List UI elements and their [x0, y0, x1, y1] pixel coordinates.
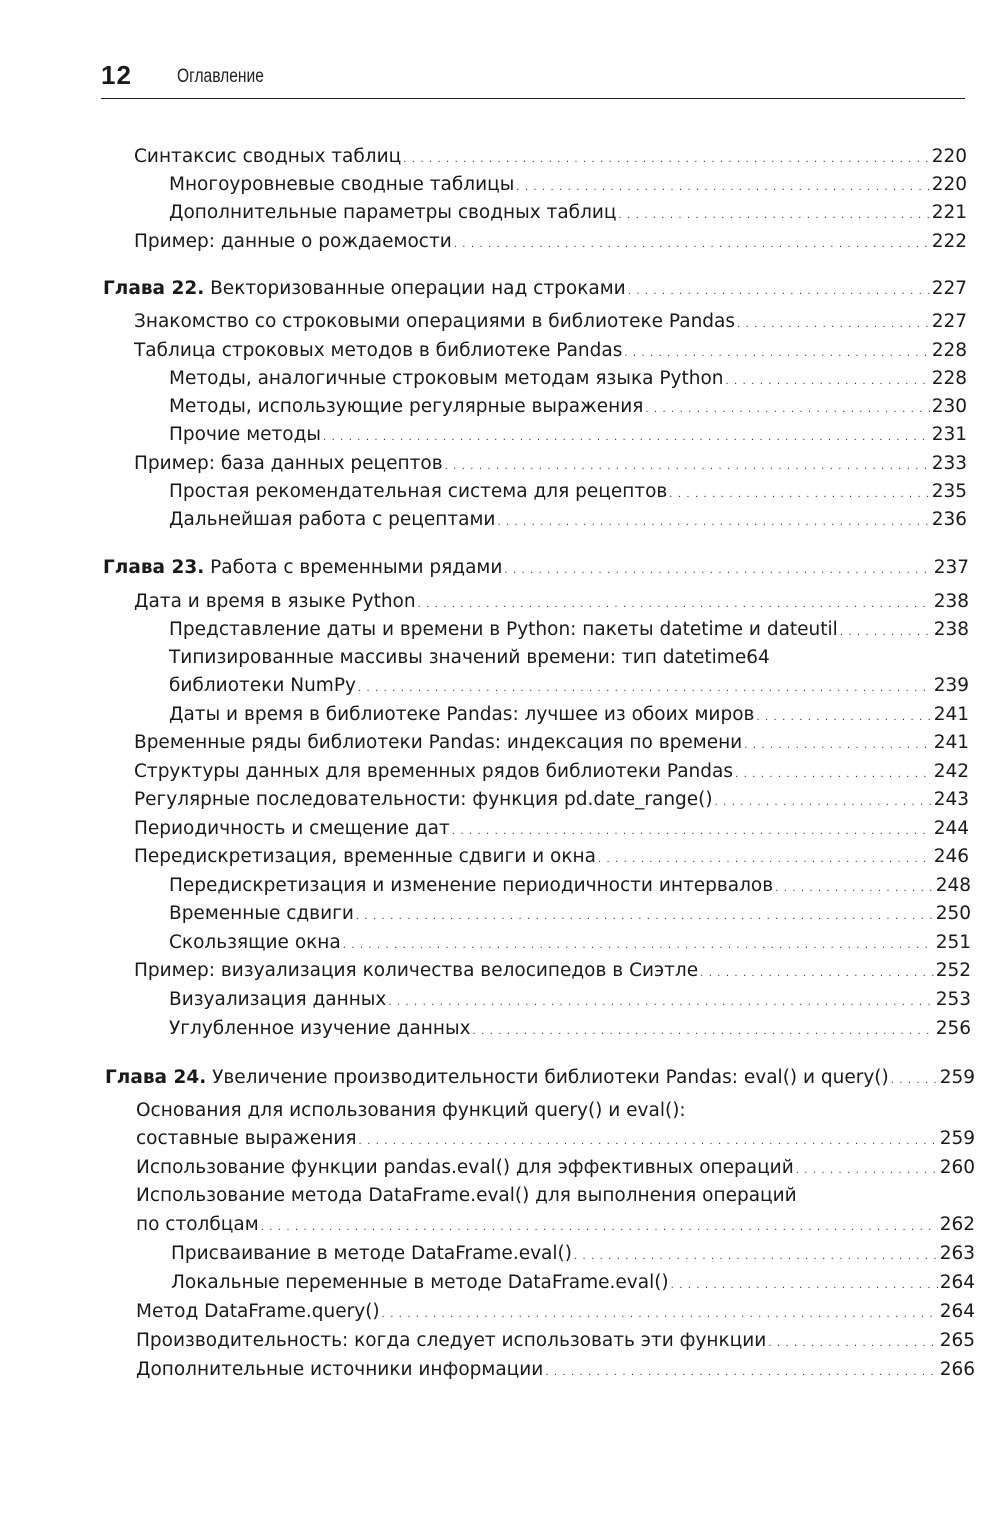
leader-dots: [744, 732, 931, 760]
leader-dots: [768, 1330, 937, 1358]
toc-entry[interactable]: [169, 872, 971, 903]
toc-entry-page: 237: [933, 557, 969, 578]
leader-dots: [645, 396, 929, 424]
toc-entry[interactable]: [136, 1298, 975, 1329]
leader-dots: [669, 481, 929, 509]
toc-entry-page: 246: [933, 846, 969, 867]
toc-entry-title-line1: Использование метода DataFrame.eval() для выполнения операций: [136, 1185, 797, 1206]
toc-entry-title: Периодичность и смещение дат: [134, 818, 450, 839]
toc-entry[interactable]: [134, 843, 969, 874]
toc-entry[interactable]: [169, 393, 967, 424]
leader-dots: [261, 1214, 938, 1242]
leader-dots: [891, 1067, 938, 1095]
toc-entry[interactable]: [136, 1125, 975, 1156]
leader-dots: [473, 1018, 934, 1046]
leader-dots: [445, 453, 930, 481]
chapter-label: Глава 23.: [103, 557, 205, 578]
toc-entry[interactable]: [169, 986, 971, 1017]
leader-dots: [418, 591, 932, 619]
leader-dots: [545, 1359, 937, 1387]
toc-chapter-22[interactable]: [103, 275, 967, 306]
toc-entry-page: 233: [931, 453, 967, 474]
toc-entry-page: 265: [939, 1330, 975, 1351]
toc-entry[interactable]: [169, 672, 969, 703]
toc-entry-title: Пример: данные о рождаемости: [134, 231, 452, 252]
toc-entry-page: 250: [935, 903, 971, 924]
toc-entry[interactable]: [134, 308, 967, 339]
toc-chapter-24[interactable]: [105, 1064, 975, 1095]
toc-entry-line1: [169, 644, 969, 672]
leader-dots: [574, 1243, 938, 1271]
toc-entry-title: Локальные переменные в методе DataFrame.eval(): [171, 1272, 669, 1293]
toc-entry-title: Методы, использующие регулярные выражения: [169, 396, 644, 417]
toc-entry-title: Визуализация данных: [169, 989, 387, 1010]
toc-entry[interactable]: [136, 1154, 975, 1185]
toc-entry[interactable]: [169, 929, 971, 960]
toc-entry-title: Знакомство со строковыми операциями в библиотеке Pandas: [134, 311, 736, 332]
leader-dots: [775, 875, 934, 903]
page-number: 12: [101, 60, 132, 90]
toc-entry-title: Даты и время в библиотеке Pandas: лучшее из обоих миров: [169, 704, 755, 725]
toc-entry[interactable]: [136, 1211, 975, 1242]
leader-dots: [452, 818, 932, 846]
toc-entry-page: 260: [939, 1157, 975, 1178]
toc-entry-page: 221: [931, 202, 967, 223]
toc-entry-title-line1: Основания для использования функций query() и eval():: [136, 1100, 686, 1121]
toc-entry-title: Временные ряды библиотеки Pandas: индексация по времени: [134, 732, 743, 753]
toc-entry[interactable]: [169, 365, 967, 396]
toc-entry-title: Увеличение производительности библиотеки Pandas: eval() и query(): [206, 1067, 889, 1088]
toc-entry-page: 238: [933, 591, 969, 612]
toc-entry[interactable]: [136, 1356, 975, 1387]
toc-entry-title: Многоуровневые сводные таблицы: [169, 174, 515, 195]
toc-entry-title: Простая рекомендательная система для рецептов: [169, 481, 668, 502]
toc-entry-page: 241: [933, 704, 969, 725]
toc-entry-page: 239: [933, 675, 969, 696]
leader-dots: [715, 789, 932, 817]
toc-entry-page: 266: [939, 1359, 975, 1380]
toc-entry-page: 256: [935, 1018, 971, 1039]
toc-entry[interactable]: [134, 729, 969, 760]
toc-entry-title: Присваивание в методе DataFrame.eval(): [171, 1243, 572, 1264]
toc-entry[interactable]: [169, 701, 969, 732]
running-head: Оглавление: [177, 66, 264, 87]
leader-dots: [403, 146, 929, 174]
toc-entry[interactable]: [134, 957, 971, 988]
leader-dots: [796, 1157, 938, 1185]
leader-dots: [454, 231, 930, 259]
toc-entry-title-line1: Типизированные массивы значений времени: тип datetime64: [169, 647, 770, 668]
leader-dots: [671, 1272, 938, 1300]
leader-dots: [358, 675, 932, 703]
toc-entry-page: 227: [931, 311, 967, 332]
toc-entry-title: составные выражения: [136, 1128, 357, 1149]
toc-entry-title: Производительность: когда следует использовать эти функции: [136, 1330, 767, 1351]
leader-dots: [356, 903, 934, 931]
toc-entry-title: Регулярные последовательности: функция pd.date_range(): [134, 789, 713, 810]
toc-entry[interactable]: [134, 450, 967, 481]
toc-entry-page: 248: [935, 875, 971, 896]
leader-dots: [700, 960, 934, 988]
leader-dots: [737, 311, 930, 339]
toc-entry[interactable]: [134, 815, 969, 846]
leader-dots: [382, 1301, 938, 1329]
toc-chapter-23[interactable]: [103, 554, 969, 585]
toc-entry-title: Углубленное изучение данных: [169, 1018, 471, 1039]
toc-entry-page: 243: [933, 789, 969, 810]
toc-entry[interactable]: [169, 900, 971, 931]
leader-dots: [598, 846, 932, 874]
toc-entry-line1: [136, 1097, 975, 1125]
toc-entry-title: Передискретизация и изменение периодичности интервалов: [169, 875, 774, 896]
toc-entry-page: 227: [931, 278, 967, 299]
toc-entry[interactable]: [134, 228, 967, 259]
toc-entry-title: Метод DataFrame.query(): [136, 1301, 380, 1322]
toc-entry-title: Работа с временными рядами: [204, 557, 503, 578]
toc-entry-page: 252: [935, 960, 971, 981]
toc-entry-page: 242: [933, 761, 969, 782]
toc-entry-title: Пример: визуализация количества велосипедов в Сиэтле: [134, 960, 699, 981]
toc-entry-page: 264: [939, 1272, 975, 1293]
toc-entry-title: Скользящие окна: [169, 932, 341, 953]
leader-dots: [359, 1128, 938, 1156]
toc-entry-page: 220: [931, 174, 967, 195]
toc-entry-page: 228: [931, 368, 967, 389]
leader-dots: [735, 761, 932, 789]
toc-entry[interactable]: [136, 1327, 975, 1358]
leader-dots: [628, 278, 930, 306]
toc-entry-page: 241: [933, 732, 969, 753]
toc-entry-title: Временные сдвиги: [169, 903, 354, 924]
toc-entry[interactable]: [171, 1269, 975, 1300]
toc-entry[interactable]: [134, 337, 967, 368]
toc-entry-title: Прочие методы: [169, 424, 322, 445]
toc-entry-page: 259: [939, 1128, 975, 1149]
toc-entry-page: 238: [933, 619, 969, 640]
toc-entry[interactable]: [169, 478, 967, 509]
toc-entry-line1: [136, 1182, 975, 1210]
toc-entry-title: Синтаксис сводных таблиц: [134, 146, 402, 167]
leader-dots: [619, 202, 930, 230]
toc-entry-title: Векторизованные операции над строками: [204, 278, 626, 299]
toc-entry-page: 230: [931, 396, 967, 417]
toc-entry-title: Пример: база данных рецептов: [134, 453, 443, 474]
toc-entry-title: Структуры данных для временных рядов библиотеки Pandas: [134, 761, 734, 782]
leader-dots: [516, 174, 929, 202]
toc-entry[interactable]: [134, 758, 969, 789]
toc-entry-title: Дата и время в языке Python: [134, 591, 416, 612]
toc-entry[interactable]: [169, 171, 967, 202]
toc-entry-page: 253: [935, 989, 971, 1010]
leader-dots: [504, 557, 931, 585]
toc-entry-title: Дополнительные параметры сводных таблиц: [169, 202, 617, 223]
leader-dots: [756, 704, 931, 732]
toc-entry[interactable]: [134, 786, 969, 817]
toc-entry[interactable]: [169, 421, 967, 452]
toc-entry-title: Использование функции pandas.eval() для эффективных операций: [136, 1157, 794, 1178]
toc-entry[interactable]: [134, 143, 967, 174]
toc-entry-page: 263: [939, 1243, 975, 1264]
chapter-label: Глава 24.: [105, 1067, 207, 1088]
toc-entry[interactable]: [134, 588, 969, 619]
toc-entry-page: 231: [931, 424, 967, 445]
toc-entry[interactable]: [169, 199, 967, 230]
toc-entry-title: Методы, аналогичные строковым методам языка Python: [169, 368, 724, 389]
toc-entry-title: Передискретизация, временные сдвиги и окна: [134, 846, 596, 867]
leader-dots: [323, 424, 930, 452]
leader-dots: [624, 340, 929, 368]
toc-entry-title: Дополнительные источники информации: [136, 1359, 544, 1380]
toc-entry-page: 236: [931, 509, 967, 530]
page-header: [101, 58, 965, 99]
toc-entry[interactable]: [169, 506, 967, 537]
toc-entry-page: 251: [935, 932, 971, 953]
toc-entry-title: библиотеки NumPy: [169, 675, 356, 696]
toc-entry-page: 264: [939, 1301, 975, 1322]
toc-entry-page: 228: [931, 340, 967, 361]
toc-entry-page: 262: [939, 1214, 975, 1235]
toc-entry[interactable]: [169, 1015, 971, 1046]
leader-dots: [840, 619, 932, 647]
leader-dots: [343, 932, 934, 960]
toc-entry[interactable]: [171, 1240, 975, 1271]
toc-entry[interactable]: [169, 616, 969, 647]
chapter-label: Глава 22.: [103, 278, 205, 299]
toc-entry-page: 244: [933, 818, 969, 839]
toc-entry-title: по столбцам: [136, 1214, 259, 1235]
leader-dots: [726, 368, 930, 396]
leader-dots: [497, 509, 929, 537]
toc-entry-page: 259: [939, 1067, 975, 1088]
toc-entry-title: Дальнейшая работа с рецептами: [169, 509, 496, 530]
toc-entry-page: 235: [931, 481, 967, 502]
toc-entry-page: 222: [931, 231, 967, 252]
leader-dots: [388, 989, 933, 1017]
toc-entry-title: Таблица строковых методов в библиотеке Pandas: [134, 340, 623, 361]
toc-entry-title: Представление даты и времени в Python: пакеты datetime и dateutil: [169, 619, 838, 640]
toc-entry-page: 220: [931, 146, 967, 167]
